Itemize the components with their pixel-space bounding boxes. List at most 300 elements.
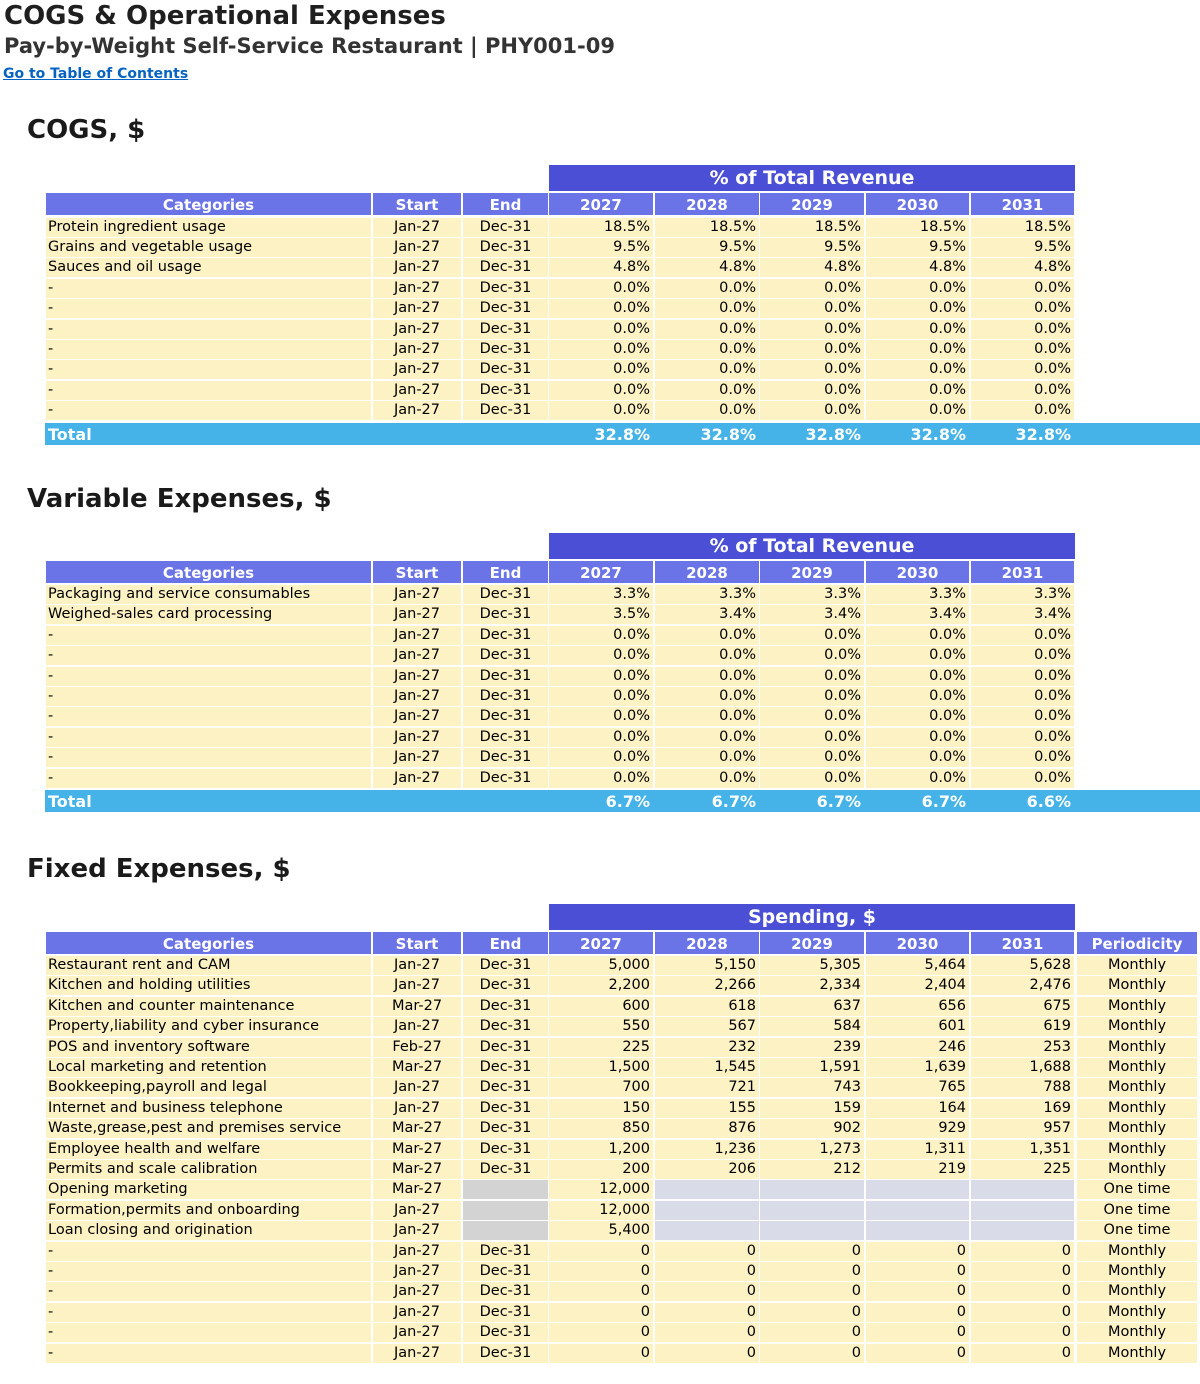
row-start-date[interactable]: Jan-27 [373,748,461,767]
row-periodicity[interactable]: Monthly [1077,1303,1197,1322]
row-value[interactable]: 3.3% [655,585,759,604]
row-value[interactable]: 18.5% [971,218,1074,237]
row-value[interactable]: 0.0% [760,687,864,706]
row-value[interactable]: 0 [971,1323,1074,1342]
row-value[interactable]: 600 [549,997,653,1016]
row-periodicity[interactable]: Monthly [1077,1262,1197,1281]
row-value[interactable]: 0 [971,1303,1074,1322]
row-value[interactable]: 164 [866,1099,969,1118]
row-value[interactable]: 0.0% [549,401,653,420]
row-periodicity[interactable]: Monthly [1077,1017,1197,1036]
row-value[interactable]: 1,351 [971,1140,1074,1159]
row-value[interactable]: 18.5% [655,218,759,237]
row-value[interactable]: 0.0% [655,401,759,420]
row-value[interactable]: 0 [866,1344,969,1363]
row-start-date[interactable]: Jan-27 [373,687,461,706]
row-end-date[interactable]: Dec-31 [463,218,548,237]
row-value[interactable]: 12,000 [549,1180,653,1199]
row-value[interactable]: 0.0% [760,748,864,767]
row-start-date[interactable]: Jan-27 [373,320,461,339]
row-start-date[interactable]: Jan-27 [373,1017,461,1036]
row-value[interactable]: 0.0% [866,748,969,767]
row-value[interactable]: 0 [760,1344,864,1363]
row-value[interactable]: 902 [760,1119,864,1138]
row-value[interactable]: 5,000 [549,956,653,975]
row-end-date[interactable]: Dec-31 [463,1099,548,1118]
row-value[interactable]: 0.0% [866,728,969,747]
row-value[interactable]: 0 [866,1262,969,1281]
row-end-date[interactable]: Dec-31 [463,1303,548,1322]
row-value[interactable]: 0.0% [760,667,864,686]
row-end-date[interactable]: Dec-31 [463,1282,548,1301]
row-start-date[interactable]: Jan-27 [373,258,461,277]
row-value[interactable]: 0 [866,1242,969,1261]
row-value[interactable]: 0.0% [971,401,1074,420]
row-value[interactable]: 0.0% [760,401,864,420]
row-value[interactable]: 4.8% [549,258,653,277]
row-value[interactable]: 0.0% [549,320,653,339]
row-value[interactable]: 9.5% [866,238,969,257]
row-value[interactable]: 18.5% [760,218,864,237]
row-value[interactable]: 0.0% [655,646,759,665]
row-end-date[interactable]: Dec-31 [463,1119,548,1138]
toc-link[interactable]: Go to Table of Contents [3,66,189,82]
row-value[interactable]: 0.0% [866,340,969,359]
row-periodicity[interactable]: Monthly [1077,976,1197,995]
row-value[interactable]: 0.0% [971,707,1074,726]
row-end-date[interactable]: Dec-31 [463,667,548,686]
row-start-date[interactable]: Jan-27 [373,360,461,379]
row-start-date[interactable]: Jan-27 [373,238,461,257]
row-end-date[interactable]: Dec-31 [463,646,548,665]
row-value[interactable]: 239 [760,1038,864,1057]
row-value[interactable]: 584 [760,1017,864,1036]
column-header-categories: Categories [46,193,371,215]
row-value[interactable]: 0 [549,1303,653,1322]
row-start-date[interactable]: Jan-27 [373,1221,461,1240]
total-value: 6.7% [921,792,966,811]
row-value[interactable]: 5,628 [971,956,1074,975]
row-value[interactable]: 876 [655,1119,759,1138]
row-end-date[interactable]: Dec-31 [463,605,548,624]
row-end-date[interactable]: Dec-31 [463,1017,548,1036]
row-start-date[interactable]: Jan-27 [373,626,461,645]
row-value[interactable]: 0.0% [655,687,759,706]
row-value[interactable]: 0.0% [549,360,653,379]
row-end-date[interactable]: Dec-31 [463,1058,548,1077]
row-end-date[interactable]: Dec-31 [463,976,548,995]
row-start-date[interactable]: Jan-27 [373,667,461,686]
row-value[interactable]: 0.0% [549,707,653,726]
row-value[interactable]: 0.0% [760,360,864,379]
row-value[interactable]: 0.0% [760,769,864,788]
row-value[interactable]: 18.5% [549,218,653,237]
page-title: COGS & Operational Expenses [4,1,446,31]
row-end-date[interactable]: Dec-31 [463,340,548,359]
row-end-date[interactable]: Dec-31 [463,687,548,706]
row-start-date[interactable]: Jan-27 [373,646,461,665]
row-periodicity[interactable]: One time [1077,1201,1197,1220]
row-value[interactable]: 788 [971,1078,1074,1097]
row-periodicity[interactable]: One time [1077,1221,1197,1240]
row-end-date[interactable]: Dec-31 [463,1262,548,1281]
row-end-date[interactable]: Dec-31 [463,320,548,339]
row-value[interactable]: 2,476 [971,976,1074,995]
row-end-date[interactable]: Dec-31 [463,707,548,726]
row-value[interactable]: 618 [655,997,759,1016]
row-value[interactable]: 3.3% [971,585,1074,604]
row-value[interactable]: 9.5% [971,238,1074,257]
row-value[interactable]: 0.0% [866,687,969,706]
row-end-date[interactable]: Dec-31 [463,1160,548,1179]
row-value[interactable]: 567 [655,1017,759,1036]
row-start-date[interactable]: Jan-27 [373,218,461,237]
row-periodicity[interactable]: Monthly [1077,1140,1197,1159]
row-value[interactable]: 1,311 [866,1140,969,1159]
row-label: - [46,279,371,298]
row-start-date[interactable]: Jan-27 [373,1344,461,1363]
row-value[interactable]: 0.0% [971,360,1074,379]
row-end-date[interactable]: Dec-31 [463,401,548,420]
row-start-date[interactable]: Mar-27 [373,1119,461,1138]
row-periodicity[interactable]: Monthly [1077,1078,1197,1097]
row-start-date[interactable]: Jan-27 [373,299,461,318]
column-header-year: 2028 [655,932,759,954]
row-value[interactable]: 1,591 [760,1058,864,1077]
row-value[interactable]: 0.0% [655,667,759,686]
row-periodicity[interactable]: Monthly [1077,1242,1197,1261]
row-start-date[interactable]: Jan-27 [373,1242,461,1261]
row-periodicity[interactable]: Monthly [1077,1160,1197,1179]
row-value[interactable]: 3.5% [549,605,653,624]
row-value[interactable]: 656 [866,997,969,1016]
row-value[interactable]: 743 [760,1078,864,1097]
row-value[interactable]: 0.0% [866,707,969,726]
row-value[interactable]: 155 [655,1099,759,1118]
row-value[interactable]: 0.0% [655,299,759,318]
row-value[interactable]: 0.0% [866,626,969,645]
row-value[interactable]: 0.0% [971,687,1074,706]
row-end-date-empty [463,1221,548,1240]
row-value[interactable]: 0 [549,1262,653,1281]
row-value[interactable]: 0.0% [655,626,759,645]
row-value[interactable]: 0.0% [971,769,1074,788]
row-value[interactable]: 2,200 [549,976,653,995]
row-start-date[interactable]: Jan-27 [373,1282,461,1301]
row-value[interactable]: 9.5% [760,238,864,257]
row-end-date[interactable]: Dec-31 [463,626,548,645]
row-value[interactable]: 850 [549,1119,653,1138]
row-start-date[interactable]: Jan-27 [373,605,461,624]
row-start-date[interactable]: Mar-27 [373,997,461,1016]
total-value: 6.6% [1026,792,1071,811]
row-value[interactable]: 0 [549,1344,653,1363]
row-value[interactable]: 0.0% [971,626,1074,645]
row-start-date[interactable]: Jan-27 [373,401,461,420]
row-value[interactable]: 765 [866,1078,969,1097]
row-periodicity[interactable]: Monthly [1077,1323,1197,1342]
row-value[interactable]: 0.0% [655,707,759,726]
row-value[interactable]: 0 [760,1242,864,1261]
header-band: % of Total Revenue [549,533,1075,559]
row-start-date[interactable]: Mar-27 [373,1160,461,1179]
row-value[interactable]: 206 [655,1160,759,1179]
row-start-date[interactable]: Jan-27 [373,1201,461,1220]
row-value[interactable]: 1,200 [549,1140,653,1159]
row-value[interactable]: 0.0% [655,360,759,379]
row-start-date[interactable]: Jan-27 [373,381,461,400]
row-value[interactable]: 0.0% [760,626,864,645]
row-value[interactable]: 0.0% [655,728,759,747]
row-end-date[interactable]: Dec-31 [463,1242,548,1261]
row-value[interactable]: 0.0% [971,381,1074,400]
row-value[interactable]: 0.0% [866,769,969,788]
row-value[interactable]: 0 [760,1303,864,1322]
row-value[interactable]: 637 [760,997,864,1016]
row-value[interactable]: 232 [655,1038,759,1057]
row-value[interactable]: 5,305 [760,956,864,975]
row-start-date[interactable]: Jan-27 [373,340,461,359]
row-value[interactable]: 0.0% [549,381,653,400]
row-start-date[interactable]: Jan-27 [373,769,461,788]
row-value[interactable]: 0.0% [866,279,969,298]
row-value[interactable]: 3.3% [549,585,653,604]
row-value[interactable]: 0.0% [971,320,1074,339]
row-periodicity[interactable]: Monthly [1077,1119,1197,1138]
row-periodicity[interactable]: Monthly [1077,1344,1197,1363]
row-end-date[interactable]: Dec-31 [463,1038,548,1057]
fixed-section-title: Fixed Expenses, $ [27,854,291,884]
row-value[interactable]: 0.0% [655,748,759,767]
row-end-date[interactable]: Dec-31 [463,1078,548,1097]
row-value[interactable]: 4.8% [655,258,759,277]
row-start-date[interactable]: Jan-27 [373,707,461,726]
row-end-date[interactable]: Dec-31 [463,997,548,1016]
row-value[interactable]: 1,273 [760,1140,864,1159]
column-header-year: 2029 [760,193,864,215]
row-value[interactable]: 1,500 [549,1058,653,1077]
row-value[interactable]: 5,464 [866,956,969,975]
row-value[interactable]: 0.0% [760,279,864,298]
row-value[interactable]: 2,404 [866,976,969,995]
row-value[interactable]: 0 [760,1262,864,1281]
row-value[interactable]: 0.0% [760,299,864,318]
row-end-date[interactable]: Dec-31 [463,1323,548,1342]
row-value[interactable]: 0.0% [971,279,1074,298]
row-value[interactable]: 0.0% [655,279,759,298]
row-start-date[interactable]: Jan-27 [373,1078,461,1097]
row-value[interactable]: 929 [866,1119,969,1138]
row-value[interactable]: 0 [866,1282,969,1301]
row-end-date[interactable]: Dec-31 [463,299,548,318]
row-end-date[interactable]: Dec-31 [463,956,548,975]
row-value[interactable]: 5,400 [549,1221,653,1240]
row-value[interactable]: 0.0% [549,279,653,298]
row-value[interactable]: 1,236 [655,1140,759,1159]
row-value[interactable]: 246 [866,1038,969,1057]
row-value[interactable]: 200 [549,1160,653,1179]
row-value[interactable]: 619 [971,1017,1074,1036]
row-value[interactable]: 159 [760,1099,864,1118]
row-value[interactable]: 0.0% [866,646,969,665]
row-value[interactable]: 0 [655,1303,759,1322]
row-start-date[interactable]: Jan-27 [373,279,461,298]
row-start-date[interactable]: Mar-27 [373,1058,461,1077]
row-value[interactable]: 0.0% [971,646,1074,665]
row-value[interactable]: 0 [866,1303,969,1322]
row-start-date[interactable]: Mar-27 [373,1180,461,1199]
row-value[interactable]: 0 [760,1282,864,1301]
row-end-date[interactable]: Dec-31 [463,360,548,379]
row-value[interactable]: 4.8% [760,258,864,277]
row-value[interactable]: 0.0% [549,687,653,706]
row-value[interactable]: 957 [971,1119,1074,1138]
row-value[interactable]: 0 [549,1323,653,1342]
row-start-date[interactable]: Feb-27 [373,1038,461,1057]
row-periodicity[interactable]: Monthly [1077,1058,1197,1077]
row-value[interactable]: 1,688 [971,1058,1074,1077]
row-value[interactable]: 0.0% [866,401,969,420]
row-value[interactable]: 0.0% [760,320,864,339]
row-value[interactable]: 0.0% [655,769,759,788]
row-value[interactable]: 3.3% [760,585,864,604]
row-end-date[interactable]: Dec-31 [463,728,548,747]
row-value[interactable]: 0.0% [971,728,1074,747]
row-value[interactable]: 0.0% [866,320,969,339]
row-value[interactable]: 0.0% [971,340,1074,359]
row-start-date[interactable]: Jan-27 [373,976,461,995]
row-value[interactable]: 0.0% [866,667,969,686]
row-value[interactable]: 18.5% [866,218,969,237]
row-periodicity[interactable]: One time [1077,1180,1197,1199]
row-value[interactable]: 0.0% [866,299,969,318]
row-value[interactable]: 0 [655,1242,759,1261]
row-end-date[interactable]: Dec-31 [463,769,548,788]
row-value[interactable]: 4.8% [971,258,1074,277]
row-value[interactable]: 0 [971,1282,1074,1301]
row-value[interactable]: 550 [549,1017,653,1036]
row-value[interactable]: 0.0% [655,340,759,359]
row-value[interactable]: 9.5% [549,238,653,257]
row-end-date[interactable]: Dec-31 [463,748,548,767]
column-header-year: 2031 [971,193,1074,215]
row-value[interactable]: 3.3% [866,585,969,604]
row-value[interactable]: 1,545 [655,1058,759,1077]
row-periodicity[interactable]: Monthly [1077,997,1197,1016]
row-value[interactable]: 225 [549,1038,653,1057]
row-value[interactable]: 0.0% [549,769,653,788]
row-value[interactable]: 0.0% [760,381,864,400]
row-value[interactable]: 2,266 [655,976,759,995]
row-value[interactable]: 0 [549,1282,653,1301]
row-start-date[interactable]: Mar-27 [373,1140,461,1159]
row-value[interactable]: 700 [549,1078,653,1097]
row-end-date[interactable]: Dec-31 [463,585,548,604]
row-value[interactable]: 0.0% [760,728,864,747]
row-value[interactable]: 0.0% [866,360,969,379]
row-value[interactable]: 0.0% [760,646,864,665]
row-value[interactable]: 3.4% [866,605,969,624]
row-periodicity[interactable]: Monthly [1077,1038,1197,1057]
row-value[interactable]: 0.0% [549,626,653,645]
row-label: - [46,1323,371,1342]
row-value[interactable]: 0 [655,1344,759,1363]
row-value[interactable]: 0 [971,1262,1074,1281]
row-value[interactable]: 2,334 [760,976,864,995]
row-value[interactable]: 0.0% [866,381,969,400]
row-value[interactable]: 0.0% [971,667,1074,686]
row-value[interactable]: 9.5% [655,238,759,257]
row-end-date[interactable]: Dec-31 [463,381,548,400]
row-end-date[interactable]: Dec-31 [463,238,548,257]
row-value[interactable]: 0.0% [760,707,864,726]
row-value[interactable]: 601 [866,1017,969,1036]
row-value[interactable]: 3.4% [655,605,759,624]
row-value[interactable]: 3.4% [971,605,1074,624]
row-value[interactable]: 0 [655,1282,759,1301]
row-value[interactable]: 721 [655,1078,759,1097]
row-start-date[interactable]: Jan-27 [373,1262,461,1281]
row-value[interactable]: 675 [971,997,1074,1016]
row-periodicity[interactable]: Monthly [1077,1282,1197,1301]
row-periodicity[interactable]: Monthly [1077,956,1197,975]
row-value[interactable]: 150 [549,1099,653,1118]
row-value[interactable]: 169 [971,1099,1074,1118]
row-value[interactable]: 0.0% [655,381,759,400]
row-end-date[interactable]: Dec-31 [463,1344,548,1363]
row-value[interactable]: 0.0% [971,748,1074,767]
row-end-date[interactable]: Dec-31 [463,258,548,277]
row-value[interactable]: 0.0% [549,748,653,767]
row-value[interactable]: 0.0% [760,340,864,359]
row-value[interactable]: 0 [971,1344,1074,1363]
row-value[interactable]: 4.8% [866,258,969,277]
row-start-date[interactable]: Jan-27 [373,1323,461,1342]
row-value[interactable]: 0 [760,1323,864,1342]
row-value-empty [866,1201,969,1220]
row-start-date[interactable]: Jan-27 [373,1303,461,1322]
row-start-date[interactable]: Jan-27 [373,728,461,747]
row-value[interactable]: 0 [971,1242,1074,1261]
row-label: Bookkeeping,payroll and legal [46,1078,371,1097]
row-value[interactable]: 0.0% [971,299,1074,318]
row-start-date[interactable]: Jan-27 [373,1099,461,1118]
row-value[interactable]: 0.0% [549,340,653,359]
row-value[interactable]: 212 [760,1160,864,1179]
row-value[interactable]: 0.0% [549,299,653,318]
row-start-date[interactable]: Jan-27 [373,585,461,604]
row-end-date[interactable]: Dec-31 [463,279,548,298]
row-value[interactable]: 0 [549,1242,653,1261]
row-value[interactable]: 219 [866,1160,969,1179]
row-end-date[interactable]: Dec-31 [463,1140,548,1159]
row-value[interactable]: 0 [655,1323,759,1342]
row-value[interactable]: 5,150 [655,956,759,975]
row-value[interactable]: 0 [655,1262,759,1281]
row-value[interactable]: 0.0% [549,667,653,686]
row-value[interactable]: 12,000 [549,1201,653,1220]
row-value[interactable]: 0 [866,1323,969,1342]
row-value[interactable]: 1,639 [866,1058,969,1077]
row-value[interactable]: 0.0% [549,728,653,747]
row-value[interactable]: 253 [971,1038,1074,1057]
row-value[interactable]: 225 [971,1160,1074,1179]
row-start-date[interactable]: Jan-27 [373,956,461,975]
row-value[interactable]: 0.0% [655,320,759,339]
row-value[interactable]: 0.0% [549,646,653,665]
row-periodicity[interactable]: Monthly [1077,1099,1197,1118]
row-value[interactable]: 3.4% [760,605,864,624]
